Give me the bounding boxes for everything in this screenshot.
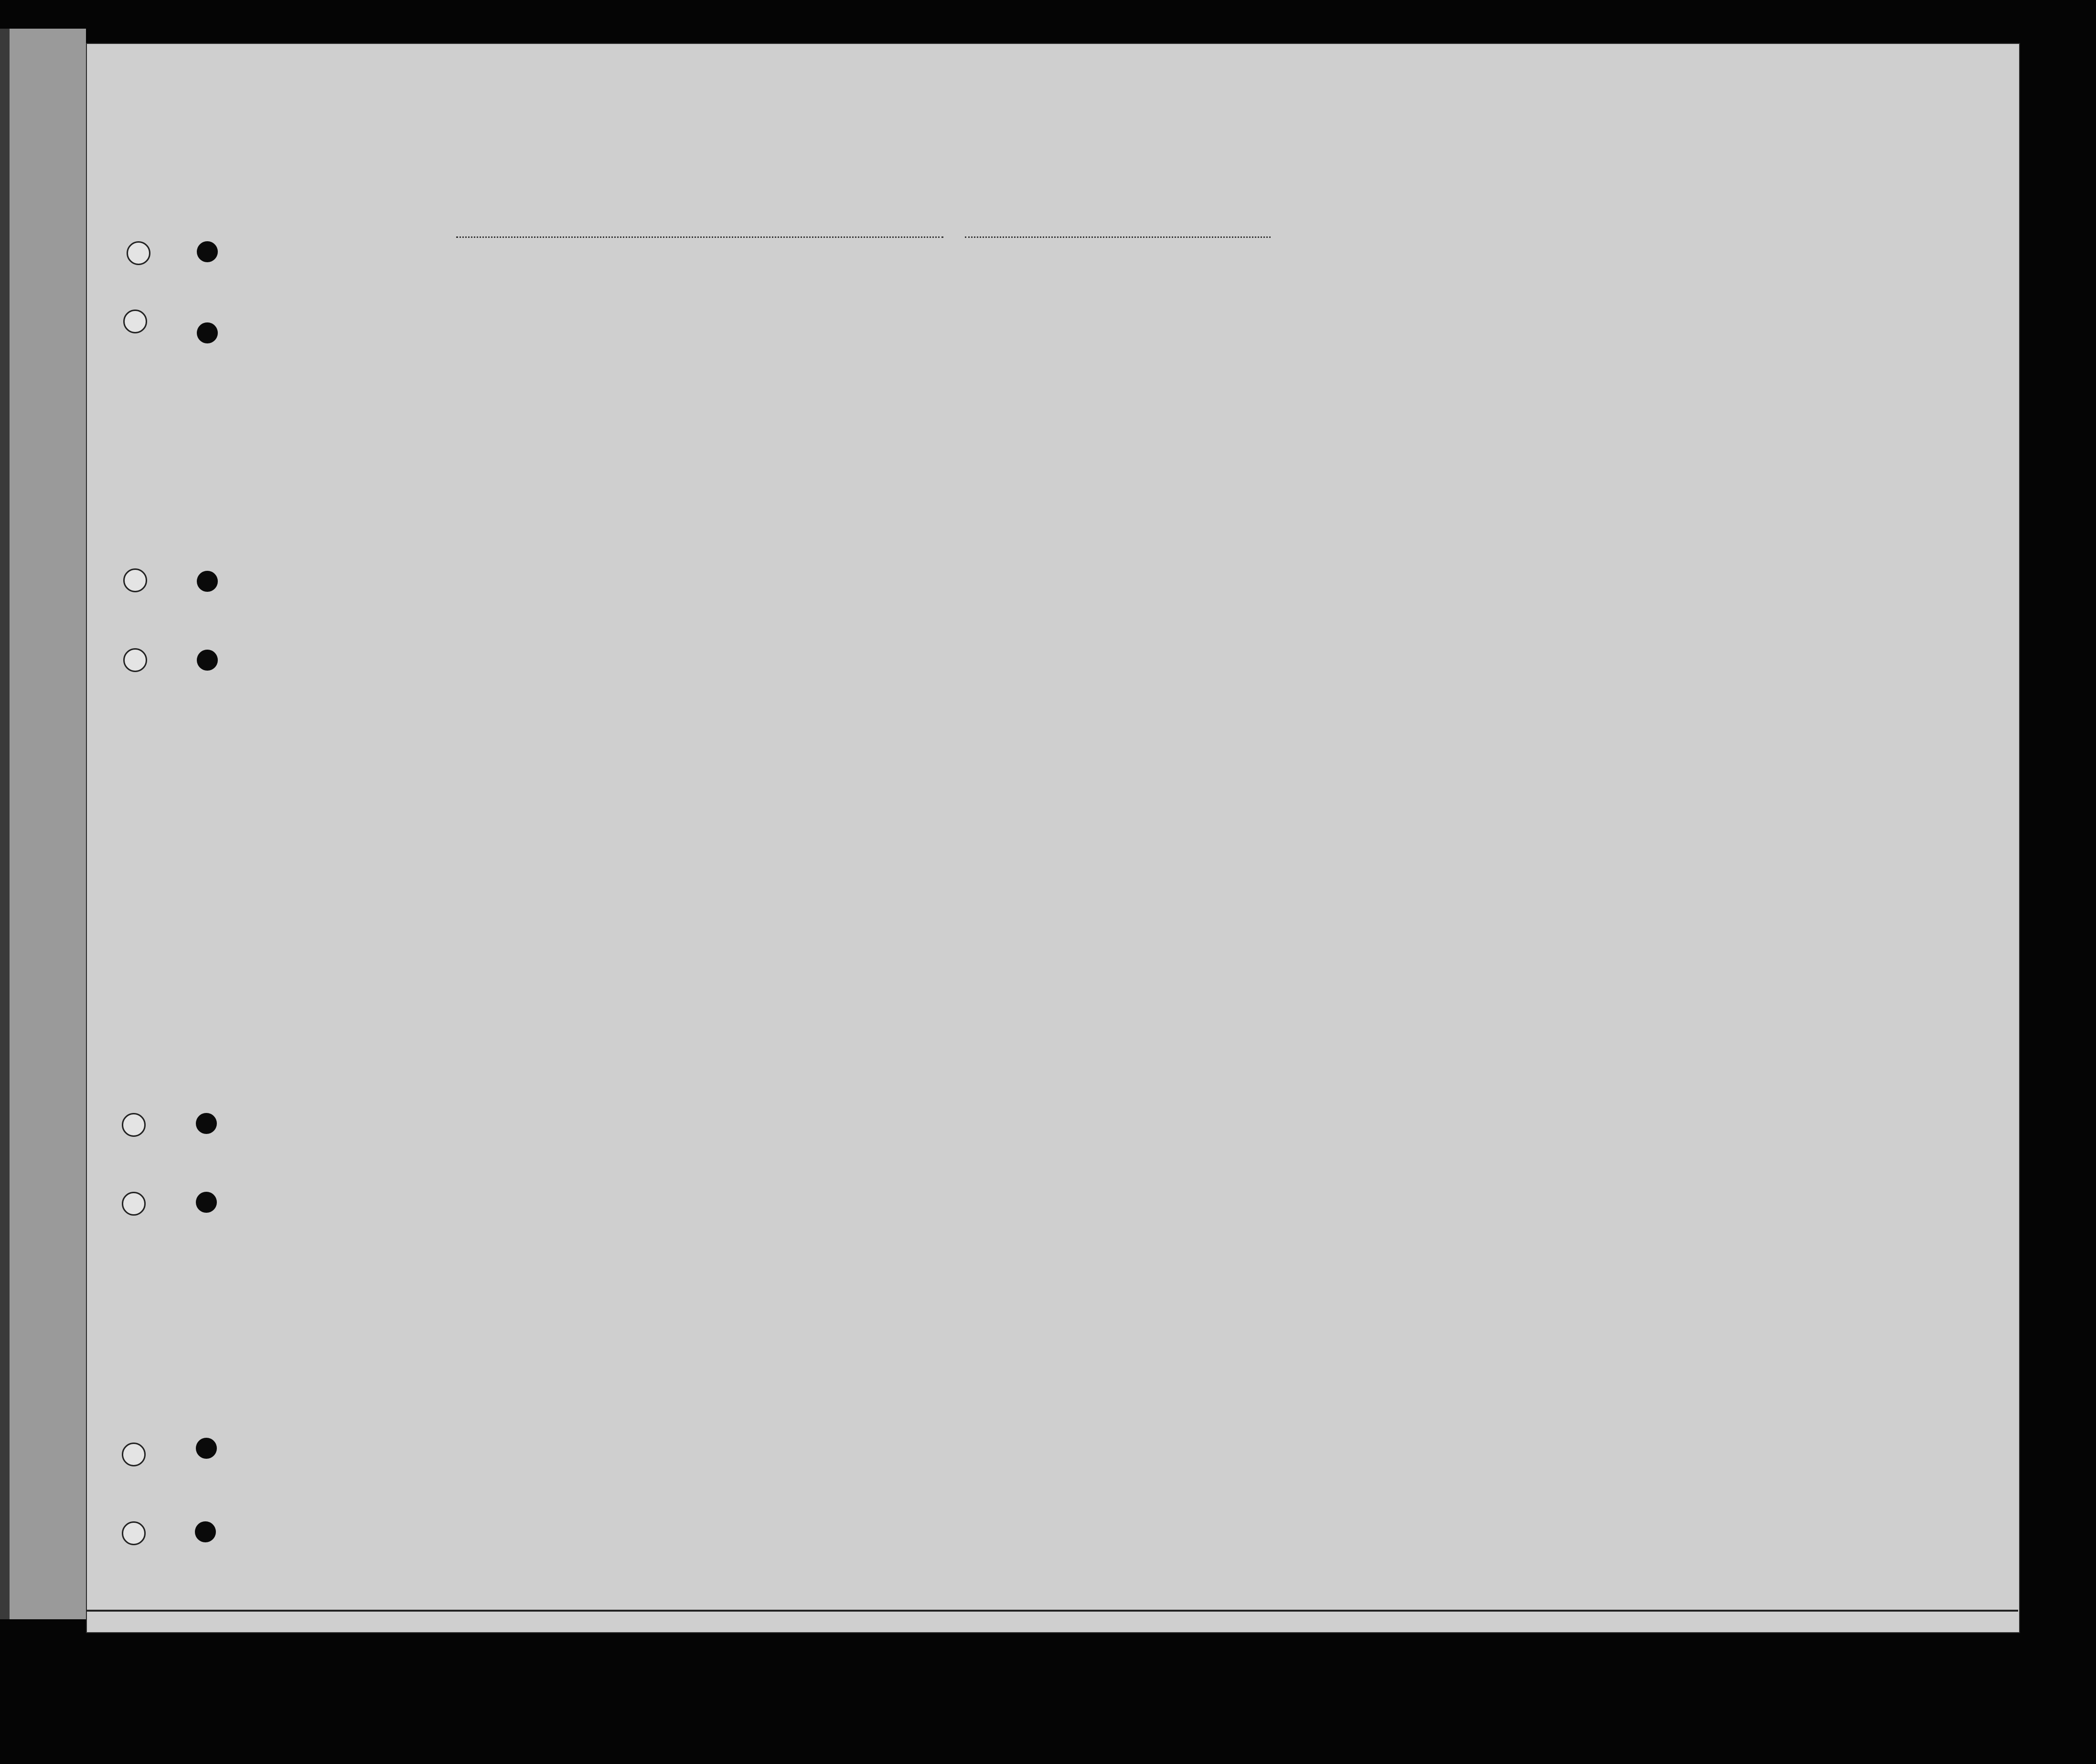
table-bottom-border [86,1610,2018,1612]
